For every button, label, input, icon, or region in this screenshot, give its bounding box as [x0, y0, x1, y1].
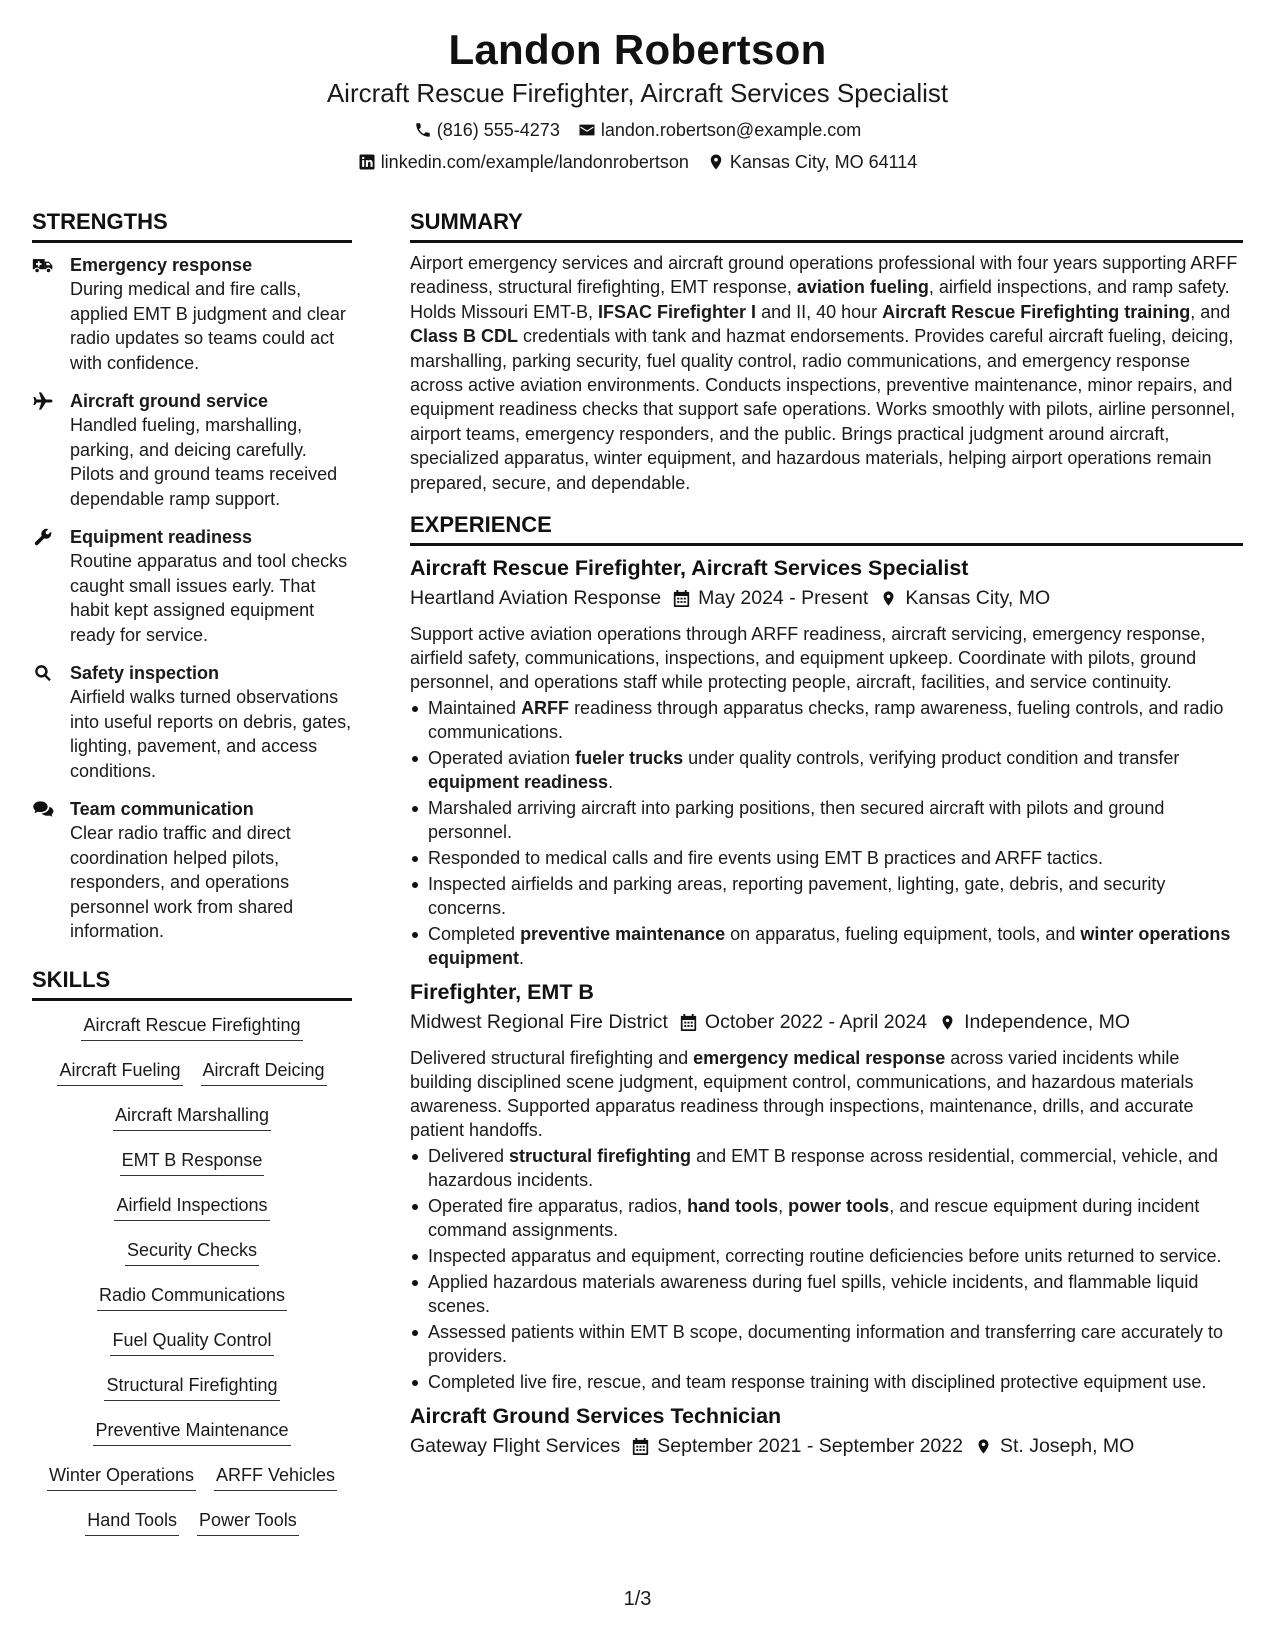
skill-row	[32, 1148, 352, 1193]
skill-row	[32, 1283, 352, 1328]
text-segment: Delivered structural firefighting and	[410, 1048, 694, 1069]
job-dates-text: October 2022 - April 2024	[704, 1011, 928, 1034]
strength-description: Clear radio traffic and direct coordination helped pilots, responders, and operations personnel work from shared information.	[70, 823, 294, 941]
bold-keyword: hand tools	[687, 1196, 779, 1217]
job-title: Firefighter, EMT B	[410, 980, 594, 1005]
right-column	[410, 208, 1243, 1553]
skill-tag: Aircraft Rescue Firefighting	[81, 1013, 302, 1041]
skill-tag: ARFF Vehicles	[214, 1463, 337, 1491]
job-entry	[410, 978, 1243, 1394]
skill-row	[32, 1418, 352, 1463]
job-entry	[410, 1402, 1243, 1461]
contact-row-2	[0, 150, 1275, 174]
strength-text	[70, 661, 352, 783]
calendar-icon	[680, 1013, 697, 1032]
text-segment: Inspected apparatus and equipment, correcting routine deficiencies before units returned to service.	[428, 1246, 1222, 1267]
bullet-item	[410, 1244, 1243, 1268]
text-segment: Maintained	[428, 698, 522, 719]
resume-body	[32, 208, 1243, 1553]
bullet-item	[410, 1370, 1243, 1394]
location-text: Kansas City, MO 64114	[729, 152, 918, 172]
strength-text	[70, 797, 352, 944]
bullet-item	[410, 746, 1243, 794]
strength-description: Handled fueling, marshalling, parking, and deicing carefully. Pilots and ground teams received dependable ramp support.	[70, 415, 338, 509]
job-dates	[673, 584, 868, 613]
job-dates	[632, 1432, 963, 1461]
chat-icon	[32, 797, 70, 944]
job-title: Aircraft Rescue Firefighter, Aircraft Services Specialist	[410, 556, 969, 581]
skill-row	[32, 1058, 352, 1103]
text-segment: under quality controls, verifying product condition and transfer	[683, 748, 1180, 769]
bullet-item	[410, 1194, 1243, 1242]
job-dates-text: May 2024 - Present	[698, 587, 869, 610]
search-icon	[32, 661, 70, 783]
text-segment: .	[608, 772, 614, 793]
text-segment: Completed live fire, rescue, and team response training with disciplined protective equipment use.	[428, 1372, 1207, 1393]
calendar-icon	[673, 589, 690, 608]
strength-description: Routine apparatus and tool checks caught small issues early. That habit kept assigned equipment ready for service.	[70, 551, 348, 645]
job-location	[975, 1432, 1134, 1461]
jobs-list	[410, 554, 1243, 1461]
skill-tag: Fuel Quality Control	[110, 1328, 273, 1356]
strength-title: Emergency response	[70, 255, 253, 275]
bold-keyword: Aircraft Rescue Firefighting training	[882, 301, 1191, 322]
text-segment: Inspected airfields and parking areas, reporting pavement, lighting, gate, debris, and security concerns.	[428, 874, 1166, 919]
text-segment: readiness through apparatus checks, ramp awareness, fueling controls, and radio communications.	[428, 698, 1224, 743]
job-description	[410, 622, 1243, 694]
job-location-text: Kansas City, MO	[905, 587, 1051, 610]
bold-keyword: winter operations equipment	[428, 924, 1231, 969]
skill-row	[32, 1238, 352, 1283]
job-bullets	[410, 696, 1243, 970]
strength-description: Airfield walks turned observations into useful reports on debris, gates, lighting, pavement, and access conditions.	[70, 687, 352, 781]
bullet-item	[410, 1144, 1243, 1192]
bold-keyword: ARFF	[521, 698, 570, 719]
text-segment: Delivered	[428, 1146, 510, 1167]
strength-title: Aircraft ground service	[70, 391, 269, 411]
strength-item	[32, 797, 352, 944]
contact-phone[interactable]	[414, 118, 560, 142]
skill-tag: Airfield Inspections	[114, 1193, 269, 1221]
skills-heading: SKILLS	[32, 966, 352, 1001]
bullet-item	[410, 696, 1243, 744]
job-bullets	[410, 1144, 1243, 1394]
text-segment: Assessed patients within EMT B scope, documenting information and transferring care accurately to providers.	[428, 1322, 1224, 1367]
envelope-icon	[578, 121, 596, 139]
linkedin-text: linkedin.com/example/landonrobertson	[380, 152, 689, 172]
strength-title: Equipment readiness	[70, 527, 253, 547]
text-segment: Support active aviation operations through ARFF readiness, aircraft servicing, emergency response, airfield safety, communications, inspections, and equipment upkeep. Coordinate with pilots, ground personnel, and operations staff while protecting people, aircraft, facilities, and service continuity.	[410, 624, 1206, 693]
bold-keyword: aviation fueling	[796, 277, 929, 298]
page-number: 1/3	[623, 1588, 652, 1610]
phone-text: (816) 555-4273	[436, 120, 560, 140]
skill-row	[32, 1103, 352, 1148]
strength-text	[70, 389, 352, 511]
candidate-name: Landon Robertson	[448, 26, 827, 73]
job-meta	[410, 1008, 1243, 1037]
skill-tag: Power Tools	[197, 1508, 299, 1536]
text-segment: Completed	[428, 924, 521, 945]
strength-title: Safety inspection	[70, 663, 220, 683]
bold-keyword: power tools	[788, 1196, 890, 1217]
bold-keyword: preventive maintenance	[520, 924, 726, 945]
text-segment: , airfield inspections, and ramp safety. Holds Missouri EMT-B,	[410, 277, 1230, 322]
bullet-item	[410, 872, 1243, 920]
skill-row	[32, 1328, 352, 1373]
skill-tag: Winter Operations	[47, 1463, 196, 1491]
job-meta	[410, 1432, 1243, 1461]
job-title: Aircraft Ground Services Technician	[410, 1404, 782, 1429]
strength-item	[32, 661, 352, 783]
strength-text	[70, 525, 352, 647]
strengths-heading: STRENGTHS	[32, 208, 352, 243]
bullet-item	[410, 1270, 1243, 1318]
job-company: Heartland Aviation Response	[410, 587, 662, 610]
summary-heading: SUMMARY	[410, 208, 1243, 243]
text-segment: and EMT B response across residential, commercial, vehicle, and hazardous incidents.	[428, 1146, 1218, 1191]
job-dates	[680, 1008, 927, 1037]
text-segment: on apparatus, fueling equipment, tools, and	[725, 924, 1081, 945]
bold-keyword: structural firefighting	[509, 1146, 692, 1167]
text-segment: credentials with tank and hazmat endorsements. Provides careful aircraft fueling, deicing, marshalling, parking security, fuel quality control, radio communications, and emergency response across active aviation environments. Conducts inspections, preventive maintenance, minor repairs, and equipment readiness checks that support safe operations. Works smoothly with pilots, airline personnel, airport teams, emergency responders, and the public. Brings practical judgment around aircraft, specialized apparatus, winter equipment, and hazardous materials, helping airport operations remain prepared, secure, and dependable.	[410, 326, 1236, 493]
linkedin-icon	[358, 153, 376, 171]
map-pin-icon	[975, 1437, 992, 1456]
contact-linkedin[interactable]	[358, 150, 689, 174]
job-meta	[410, 584, 1243, 613]
skill-tag: EMT B Response	[120, 1148, 265, 1176]
strength-item	[32, 525, 352, 647]
skill-tag: Security Checks	[125, 1238, 259, 1266]
text-segment: Applied hazardous materials awareness during fuel spills, vehicle incidents, and flammable liquid scenes.	[428, 1272, 1199, 1317]
skill-tag: Aircraft Fueling	[57, 1058, 182, 1086]
ambulance-icon	[32, 253, 70, 375]
skills-list	[32, 1013, 352, 1553]
text-segment: across varied incidents while building disciplined scene judgment, equipment control, communications, and hazardous materials awareness. Supported apparatus readiness through inspections, maintenance, drills, and accurate patient handoffs.	[410, 1048, 1194, 1141]
candidate-headline: Aircraft Rescue Firefighter, Aircraft Services Specialist	[326, 78, 949, 108]
wrench-icon	[32, 525, 70, 647]
job-company: Midwest Regional Fire District	[410, 1011, 668, 1034]
text-segment: Operated fire apparatus, radios,	[428, 1196, 688, 1217]
email-text: landon.robertson@example.com	[600, 120, 862, 140]
job-location	[880, 584, 1050, 613]
left-column	[32, 208, 352, 1553]
contact-location	[707, 150, 917, 174]
text-segment: .	[519, 948, 525, 969]
skill-row	[32, 1013, 352, 1058]
text-segment: , and rescue equipment during incident command assignments.	[428, 1196, 1200, 1241]
bold-keyword: emergency medical response	[693, 1048, 946, 1069]
skill-tag: Hand Tools	[85, 1508, 179, 1536]
text-segment: Operated aviation	[428, 748, 576, 769]
skill-row	[32, 1508, 352, 1553]
summary-text	[410, 251, 1243, 495]
text-segment: Responded to medical calls and fire events using EMT B practices and ARFF tactics.	[428, 848, 1103, 869]
bullet-item	[410, 796, 1243, 844]
resume-header	[0, 0, 1275, 174]
map-pin-icon	[939, 1013, 956, 1032]
skill-tag: Structural Firefighting	[104, 1373, 279, 1401]
bullet-item	[410, 1320, 1243, 1368]
job-description	[410, 1046, 1243, 1142]
job-entry	[410, 554, 1243, 970]
map-pin-icon	[880, 589, 897, 608]
skill-row	[32, 1373, 352, 1418]
bold-keyword: fueler trucks	[575, 748, 684, 769]
strength-item	[32, 389, 352, 511]
bullet-item	[410, 922, 1243, 970]
strengths-list	[32, 253, 352, 944]
bold-keyword: Class B CDL	[410, 326, 519, 347]
strength-item	[32, 253, 352, 375]
bold-keyword: IFSAC Firefighter I	[598, 301, 757, 322]
skill-tag: Preventive Maintenance	[93, 1418, 290, 1446]
text-segment: Airport emergency services and aircraft ground operations professional with four years supporting ARFF readiness, structural firefighting, EMT response,	[410, 253, 1238, 298]
skill-tag: Aircraft Deicing	[201, 1058, 327, 1086]
job-location	[939, 1008, 1130, 1037]
job-company: Gateway Flight Services	[410, 1435, 621, 1458]
bullet-item	[410, 846, 1243, 870]
strength-title: Team communication	[70, 799, 254, 819]
job-dates-text: September 2021 - September 2022	[657, 1435, 963, 1458]
job-location-text: Independence, MO	[964, 1011, 1131, 1034]
text-segment: ,	[778, 1196, 789, 1217]
plane-icon	[32, 389, 70, 511]
phone-icon	[414, 121, 432, 139]
skill-row	[32, 1463, 352, 1508]
contact-email[interactable]	[578, 118, 861, 142]
calendar-icon	[632, 1437, 649, 1456]
text-segment: , and	[1190, 301, 1231, 322]
contact-row-1	[0, 118, 1275, 142]
map-pin-icon	[707, 153, 725, 171]
bold-keyword: equipment readiness	[428, 772, 609, 793]
text-segment: Marshaled arriving aircraft into parking positions, then secured aircraft with pilots and ground personnel.	[428, 798, 1165, 843]
skill-tag: Radio Communications	[97, 1283, 287, 1311]
strength-description: During medical and fire calls, applied EMT B judgment and clear radio updates so teams could act with confidence.	[70, 279, 346, 373]
job-location-text: St. Joseph, MO	[999, 1435, 1135, 1458]
skill-row	[32, 1193, 352, 1238]
skill-tag: Aircraft Marshalling	[113, 1103, 271, 1131]
experience-heading: EXPERIENCE	[410, 511, 1243, 546]
strength-text	[70, 253, 352, 375]
text-segment: and II, 40 hour	[756, 301, 883, 322]
